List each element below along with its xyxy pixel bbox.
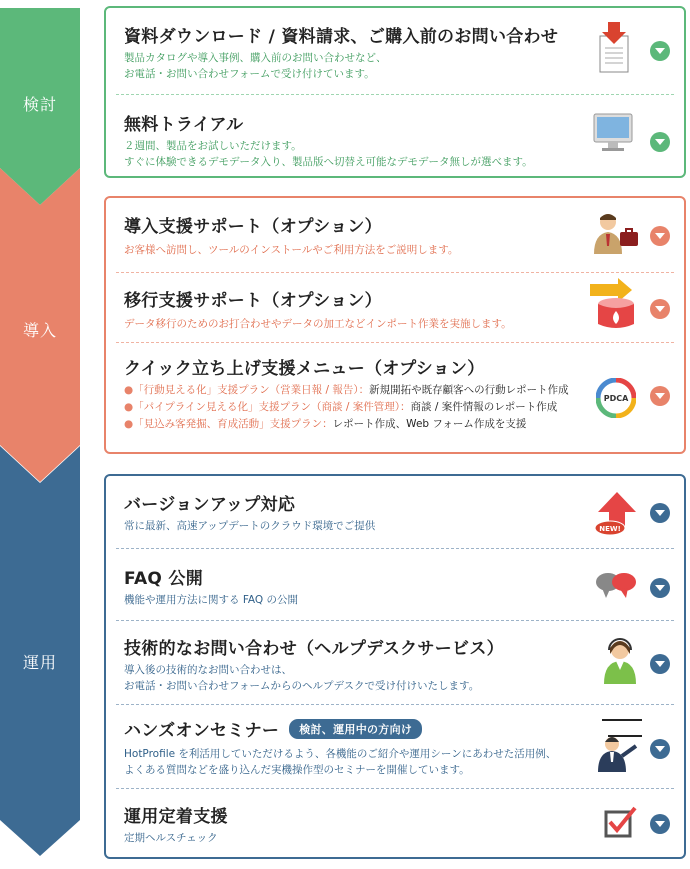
plan-name: 「見込み客発掘、育成活動」支援プラン： [133,418,333,430]
plan-name: 「行動見える化」支援プラン（営業日報 / 報告）： [133,384,370,396]
plan-list-item [124,382,569,399]
item-desc [124,662,479,694]
item-desc-line: よくある質問などを盛り込んだ実機操作型のセミナーを開催しています。 [124,764,470,776]
chevron-down-icon[interactable] [650,654,670,674]
item-desc [124,316,512,332]
list-item-install-support[interactable] [106,198,684,272]
checkbox-icon [604,806,638,838]
item-title: クイック立ち上げ支援メニュー（オプション） [124,359,485,379]
list-item-free-trial[interactable] [106,94,684,178]
item-desc-line: お客様へ訪問し、ツールのインストールやご利用方法をご説明します。 [124,244,459,256]
list-item-adoption-support[interactable] [106,788,684,858]
item-title: 移行支援サポート（オプション） [124,291,382,311]
new-arrow-up-icon [594,490,640,536]
list-item-faq[interactable] [106,548,684,620]
list-item-migration-support[interactable] [106,272,684,342]
item-desc [124,50,387,82]
bullet-icon: ● [124,401,134,413]
item-desc-line: お電話・お問い合わせフォームで受け付けています。 [124,68,375,80]
list-item-version-up[interactable] [106,476,684,548]
item-desc [124,592,298,608]
list-item-helpdesk[interactable] [106,620,684,704]
dounyu-box [104,196,686,454]
item-desc-line: 定期ヘルスチェック [124,832,218,844]
chevron-down-icon[interactable] [650,739,670,759]
chevron-down-icon[interactable] [650,299,670,319]
bullet-icon: ● [124,418,134,430]
chevron-down-icon[interactable] [650,578,670,598]
speech-bubbles-icon [594,570,638,604]
kentou-box [104,6,686,178]
item-title: 導入支援サポート（オプション） [124,217,382,237]
list-item-quick-start[interactable] [106,342,684,452]
item-title: 無料トライアル [124,115,244,135]
new-badge-label: NEW! [599,525,621,533]
chevron-down-icon[interactable] [650,226,670,246]
database-import-icon [588,278,638,330]
item-desc-line: 機能や運用方法に関する FAQ の公開 [124,594,299,606]
item-desc-line: ２週間、製品をお試しいただけます。 [124,140,302,152]
helpdesk-operator-icon [600,636,640,686]
item-desc-line: お電話・お問い合わせフォームからのヘルプデスクで受け付けいたします。 [124,680,480,692]
audience-badge: 検討、運用中の方向け [289,719,422,739]
item-title: バージョンアップ対応 [124,495,296,515]
item-desc [124,518,375,534]
stage-label-dounyu: 導入 [22,321,57,340]
item-desc-line: 常に最新、高速アップデートのクラウド環境でご提供 [124,520,376,532]
item-desc-line: データ移行のためのお打合わせやデータの加工などインポート作業を実施します。 [124,318,512,330]
list-item-document-download[interactable] [106,8,684,94]
plan-detail: 新規開拓や既存顧客への行動レポート作成 [369,384,569,396]
plan-list-item [124,399,569,416]
document-download-icon [594,22,634,76]
plan-list [124,382,569,433]
item-desc [124,830,218,846]
item-title [124,716,422,741]
presenter-icon [594,716,644,772]
chevron-down-icon[interactable] [650,132,670,152]
item-desc-line: 製品カタログや導入事例、購入前のお問い合わせなど、 [124,52,387,64]
item-desc-line: すぐに体験できるデモデータ入り、製品版へ切替え可能なデモデータ無しが選べます。 [124,156,533,168]
item-title-text: ハンズオンセミナー [124,721,280,741]
plan-list-item [124,416,569,433]
item-title: 技術的なお問い合わせ（ヘルプデスクサービス） [124,639,504,659]
item-title: 運用定着支援 [124,807,228,827]
item-desc-line: 導入後の技術的なお問い合わせは、 [124,664,292,676]
item-desc-line: HotProfile を利活用していただけるよう、各機能のご紹介や運用シーンにあわせた活用例、 [124,748,557,760]
pdca-cycle-icon [596,378,636,418]
item-desc [124,746,556,778]
monitor-icon [592,112,636,154]
pdca-icon-label: PDCA [603,394,629,403]
stage-label-unyou: 運用 [22,653,57,672]
businessman-briefcase-icon [590,210,640,256]
chevron-down-icon[interactable] [650,386,670,406]
stage-label-kentou: 検討 [22,95,57,114]
chevron-down-icon[interactable] [650,814,670,834]
item-desc [124,138,533,170]
item-desc [124,242,458,258]
plan-name: 「パイプライン見える化」支援プラン（商談 / 案件管理）： [133,401,411,413]
plan-detail: レポート作成、Web フォーム作成を支援 [332,418,527,430]
chevron-down-icon[interactable] [650,41,670,61]
unyou-box [104,474,686,859]
plan-detail: 商談 / 案件情報のレポート作成 [410,401,558,413]
item-title: 資料ダウンロード / 資料請求、ご購入前のお問い合わせ [124,27,559,47]
bullet-icon: ● [124,384,134,396]
chevron-down-icon[interactable] [650,503,670,523]
list-item-hands-on-seminar[interactable] [106,704,684,788]
item-title: FAQ 公開 [124,569,203,589]
